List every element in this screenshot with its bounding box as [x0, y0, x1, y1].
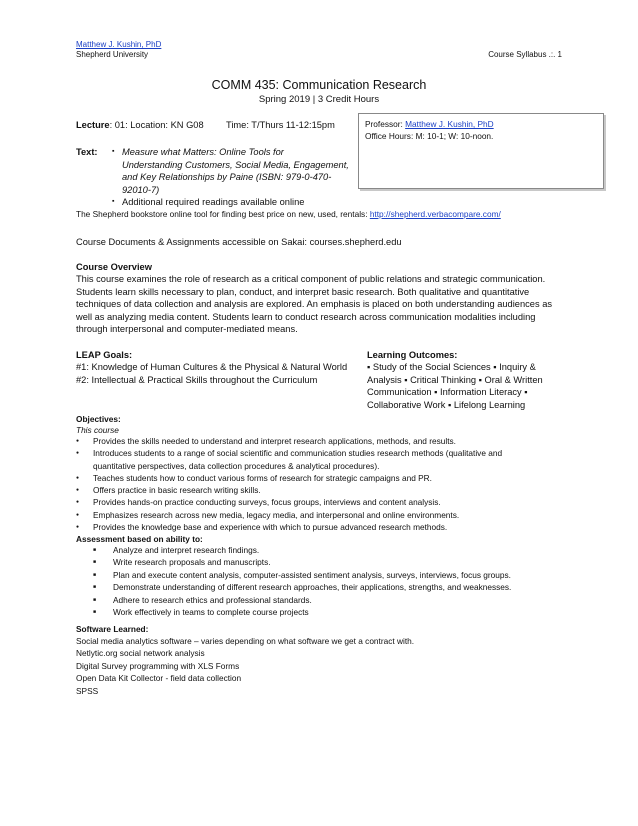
objective-item: [76, 496, 576, 508]
bookstore-text: The Shepherd bookstore online tool for finding best price on new, used, rentals:: [76, 209, 370, 219]
author-link[interactable]: Matthew J. Kushin, PhD: [76, 40, 162, 49]
lecture-label: Lecture: [76, 120, 110, 130]
textbook-line: Understanding Customers, Social Media, Engagement,: [122, 159, 349, 170]
additional-readings: Additional required readings available online: [122, 197, 305, 207]
software-line: Digital Survey programming with XLS Forms: [76, 660, 240, 671]
leap-goal: #1: Knowledge of Human Cultures & the Physical & Natural World: [76, 362, 348, 372]
lecture-time: Time: T/Thurs 11-12:15pm: [226, 120, 335, 130]
objective-text-cont: quantitative perspectives, data collection procedures & analytical procedures).: [93, 460, 380, 471]
textbook-line: and Key Relationships by Paine (ISBN: 979-0-470-: [122, 172, 332, 182]
overview-line: through interpersonal and computer-mediated means.: [76, 324, 298, 335]
page-label: Course Syllabus .:. 1: [488, 50, 562, 59]
lecture-details: : 01: Location: KN G08: [109, 120, 204, 130]
bookstore-line: [76, 208, 501, 221]
assessment-item: [92, 594, 572, 606]
professor-label: Professor:: [365, 119, 406, 129]
assessment-item: [92, 581, 572, 593]
objective-text: Introduces students to a range of social scientific and communication studies research methods (qualitative and: [93, 448, 503, 459]
overview-line: techniques of data collection and analysis are explored. An emphasis is placed on both understanding audiences as: [76, 299, 553, 310]
course-term: Spring 2019 | 3 Credit Hours: [258, 94, 380, 105]
objectives-heading: Objectives:: [76, 414, 121, 424]
institution: Shepherd University: [76, 50, 149, 59]
overview-body: [76, 273, 566, 336]
office-hours: Office Hours: M: 10-1; W: 10-noon.: [365, 131, 494, 141]
leap-goals: [76, 361, 347, 386]
text-label: Text:: [76, 147, 98, 157]
assessment-item: [92, 606, 572, 618]
textbook-line: 92010-7): [122, 184, 160, 195]
objective-text: Provides the skills needed to understand and interpret research applications, methods, and results.: [93, 436, 456, 446]
text-bullet-icon: ▪: [112, 148, 115, 155]
overview-line: well as analyzing media content. Students learn to conduct research across communication modalities including: [76, 311, 536, 322]
outcomes-heading: Learning Outcomes:: [367, 350, 458, 360]
objective-item: [76, 521, 576, 533]
outcomes-list: [367, 361, 543, 411]
textbook-citation: [122, 146, 349, 196]
objectives-list: [76, 435, 576, 533]
software-heading: Software Learned:: [76, 624, 149, 634]
objective-item: [76, 447, 576, 472]
overview-line: This course examines the role of research as a critical component of public relations and strategic communication.: [76, 274, 546, 284]
professor-box: [358, 113, 604, 189]
assessment-text: Demonstrate understanding of different research approaches, their applications, strengths, and weaknesses.: [113, 582, 512, 593]
professor-line: [365, 118, 597, 130]
objective-text: Offers practice in basic research writing skills.: [93, 485, 261, 496]
assessment-text: Analyze and interpret research findings.: [113, 545, 260, 555]
software-line: Open Data Kit Collector - field data collection: [76, 673, 242, 684]
outcomes-line: ▪ Study of the Social Sciences ▪ Inquiry &: [367, 362, 536, 372]
course-title: COMM 435: Communication Research: [211, 78, 427, 92]
lecture-line: [76, 119, 204, 132]
leap-goal: #2: Intellectual & Practical Skills throughout the Curriculum: [76, 374, 318, 385]
leap-heading: LEAP Goals:: [76, 350, 133, 360]
overview-line: Students learn skills necessary to plan, conduct, and interpret basic research. Both qualitative and quantitative: [76, 286, 530, 297]
objective-text: Provides hands-on practice conducting surveys, focus groups, interviews and content analysis.: [93, 497, 441, 508]
assessment-list: [92, 544, 572, 618]
objective-text: Provides the knowledge base and experience with which to pursue advanced research methods.: [93, 522, 448, 533]
objective-text: Emphasizes research across new media, legacy media, and interpersonal and online environments.: [93, 509, 460, 520]
textbook-line: Measure what Matters: Online Tools for: [122, 147, 284, 157]
assessment-item: [92, 569, 572, 581]
outcomes-line: Analysis ▪ Critical Thinking ▪ Oral & Written: [367, 374, 543, 385]
objective-item: [76, 484, 576, 496]
objective-item: [76, 472, 576, 484]
software-list: [76, 635, 414, 697]
bookstore-link[interactable]: http://shepherd.verbacompare.com/: [369, 209, 501, 219]
assessment-text: Adhere to research ethics and professional standards.: [113, 594, 312, 605]
objectives-intro: This course: [76, 425, 119, 435]
course-documents: Course Documents & Assignments accessible on Sakai: courses.shepherd.edu: [76, 237, 402, 247]
objective-text: Teaches students how to conduct various forms of research for strategic campaigns and PR.: [93, 472, 432, 483]
objective-item: [76, 435, 576, 447]
software-line: Netlytic.org social network analysis: [76, 648, 205, 659]
professor-name-link[interactable]: Matthew J. Kushin, PhD: [405, 119, 494, 129]
additional-bullet-icon: ▪: [112, 198, 115, 205]
assessment-text: Work effectively in teams to complete course projects: [113, 607, 309, 618]
overview-heading: Course Overview: [76, 262, 152, 272]
assessment-item: [92, 544, 572, 556]
assessment-item: [92, 556, 572, 568]
outcomes-line: Communication ▪ Information Literacy ▪: [367, 387, 528, 398]
software-line: SPSS: [76, 685, 99, 696]
assessment-heading: Assessment based on ability to:: [76, 534, 203, 544]
outcomes-line: Collaborative Work ▪ Lifelong Learning: [367, 399, 526, 410]
objective-item: [76, 509, 576, 521]
assessment-text: Plan and execute content analysis, computer-assisted sentiment analysis, surveys, interviews, focus groups.: [113, 569, 511, 580]
software-line: Social media analytics software – varies depending on what software we get a contract with.: [76, 636, 415, 646]
assessment-text: Write research proposals and manuscripts.: [113, 557, 271, 568]
